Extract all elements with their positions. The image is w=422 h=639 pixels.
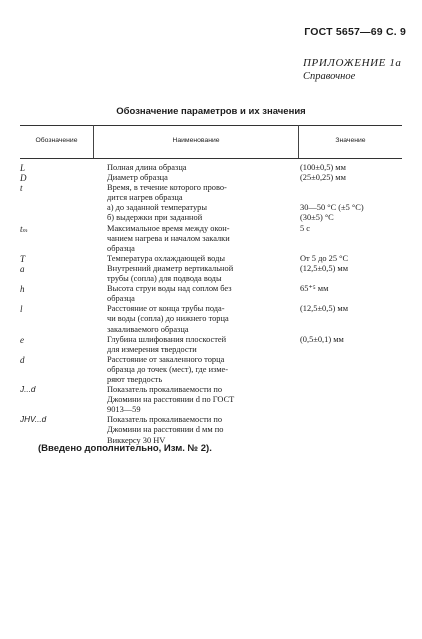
description-line: закаливаемого образца xyxy=(107,324,189,334)
value-line: (12,5±0,5) мм xyxy=(300,304,348,314)
description-line: Полная длина образца xyxy=(107,163,187,172)
row-symbol: T xyxy=(20,253,26,264)
row-symbol: D xyxy=(20,173,27,184)
description-line: Показатель прокаливаемости по xyxy=(107,385,223,395)
table-row xyxy=(20,284,402,304)
description-line: трубы (сопла) для подвода воды xyxy=(107,274,222,284)
column-header-name: Наименование xyxy=(172,137,220,144)
standard-header: ГОСТ 5657—69 С. 9 xyxy=(304,26,406,38)
table-row xyxy=(20,183,402,223)
column-header-value: Значение xyxy=(335,137,366,144)
value-line: (25±0,25) мм xyxy=(300,173,346,183)
row-description xyxy=(107,284,293,304)
description-line: образца xyxy=(107,243,135,253)
description-line: дится нагрев образца xyxy=(107,193,183,203)
row-description xyxy=(107,183,293,223)
row-value xyxy=(300,284,400,294)
row-value xyxy=(300,335,400,345)
table-row xyxy=(20,415,402,445)
description-line: Глубина шлифования плоскостей xyxy=(107,334,227,344)
row-value xyxy=(300,355,400,365)
value-line: (0,5±0,1) мм xyxy=(300,334,344,344)
value-line xyxy=(300,415,400,425)
row-description xyxy=(107,224,293,254)
row-description xyxy=(107,335,293,355)
description-line: б) выдержки при заданной xyxy=(107,213,203,223)
row-symbol: J...d xyxy=(20,385,36,395)
description-line: Диаметр образца xyxy=(107,173,168,183)
row-description xyxy=(107,355,293,385)
description-line: Джомини на расстоянии d по ГОСТ xyxy=(107,395,235,405)
description-line: Джомини на расстоянии d мм по xyxy=(107,425,224,435)
description-line: образца до точек (мест), где изме- xyxy=(107,364,229,374)
value-line: (12,5±0,5) мм xyxy=(300,263,348,273)
description-line: Внутренний диаметр вертикальной xyxy=(107,263,234,273)
description-line: образца xyxy=(107,294,135,304)
row-symbol: d xyxy=(20,354,25,365)
description-line: Расстояние от конца трубы пода- xyxy=(107,304,225,314)
amendment-note: (Введено дополнительно, Изм. № 2). xyxy=(38,443,212,454)
appendix-subtitle: Справочное xyxy=(303,71,356,82)
table-row xyxy=(20,355,402,385)
description-line: Высота струи воды над соплом без xyxy=(107,284,232,294)
row-value xyxy=(300,264,400,274)
appendix-label xyxy=(303,56,402,84)
description-line: Показатель прокаливаемости по xyxy=(107,415,223,425)
value-line: (100±0,5) мм xyxy=(300,163,346,172)
description-line: ряют твердость xyxy=(107,374,163,384)
row-description xyxy=(107,254,293,264)
row-symbol: t xyxy=(20,183,23,194)
table-row xyxy=(20,163,402,173)
row-symbol: L xyxy=(20,163,26,173)
row-value xyxy=(300,415,400,425)
row-value xyxy=(300,173,400,183)
description-line: Расстояние от закаленного торца xyxy=(107,354,225,364)
value-line: 5 с xyxy=(300,223,310,233)
row-description xyxy=(107,415,293,445)
table-row xyxy=(20,385,402,415)
row-value xyxy=(300,183,400,223)
description-line: для измерения твердости xyxy=(107,344,197,354)
row-symbol: h xyxy=(20,284,25,295)
row-symbol: JHV...d xyxy=(20,415,47,425)
description-line: а) до заданной температуры xyxy=(107,203,207,213)
column-header-symbol: Обозначение xyxy=(35,137,78,144)
table-row xyxy=(20,224,402,254)
table-row xyxy=(20,304,402,334)
row-value xyxy=(300,163,400,173)
table-title: Обозначение параметров и их значения xyxy=(116,106,306,117)
value-line xyxy=(300,385,400,395)
table-row xyxy=(20,254,402,264)
description-line: 9013—59 xyxy=(107,405,141,415)
row-description xyxy=(107,304,293,334)
value-line: (30±5) °С xyxy=(300,213,334,223)
row-description xyxy=(107,163,293,173)
value-line: От 5 до 25 °С xyxy=(300,253,349,263)
description-line: Температура охлаждающей воды xyxy=(107,253,225,263)
row-description xyxy=(107,264,293,284)
row-symbol: l xyxy=(20,304,23,315)
table-row xyxy=(20,335,402,355)
table-top-rule xyxy=(20,125,402,126)
table-row xyxy=(20,173,402,183)
row-symbol: a xyxy=(20,263,25,274)
row-symbol: e xyxy=(20,334,24,345)
description-line: Максимальное время между окон- xyxy=(107,223,230,233)
value-line: 30—50 °С (±5 °С) xyxy=(300,203,364,213)
description-line: чанием нагрева и началом закалки xyxy=(107,233,230,243)
table-row xyxy=(20,264,402,284)
value-line xyxy=(300,183,400,193)
table-body xyxy=(20,163,402,446)
value-line xyxy=(300,355,400,365)
row-value xyxy=(300,304,400,314)
row-value xyxy=(300,224,400,234)
value-line xyxy=(300,193,400,203)
row-value xyxy=(300,385,400,395)
row-value xyxy=(300,254,400,264)
row-description xyxy=(107,173,293,183)
row-symbol: tₘ xyxy=(20,223,29,234)
row-description xyxy=(107,385,293,415)
table-header-rule xyxy=(20,158,402,159)
description-line: Виккерсу 30 HV xyxy=(107,435,166,445)
description-line: чи воды (сопла) до нижнего торца xyxy=(107,314,229,324)
value-line: 65⁺⁵ мм xyxy=(300,284,329,294)
description-line: Время, в течение которого прово- xyxy=(107,183,227,193)
appendix-title: ПРИЛОЖЕНИЕ 1а xyxy=(303,57,402,69)
